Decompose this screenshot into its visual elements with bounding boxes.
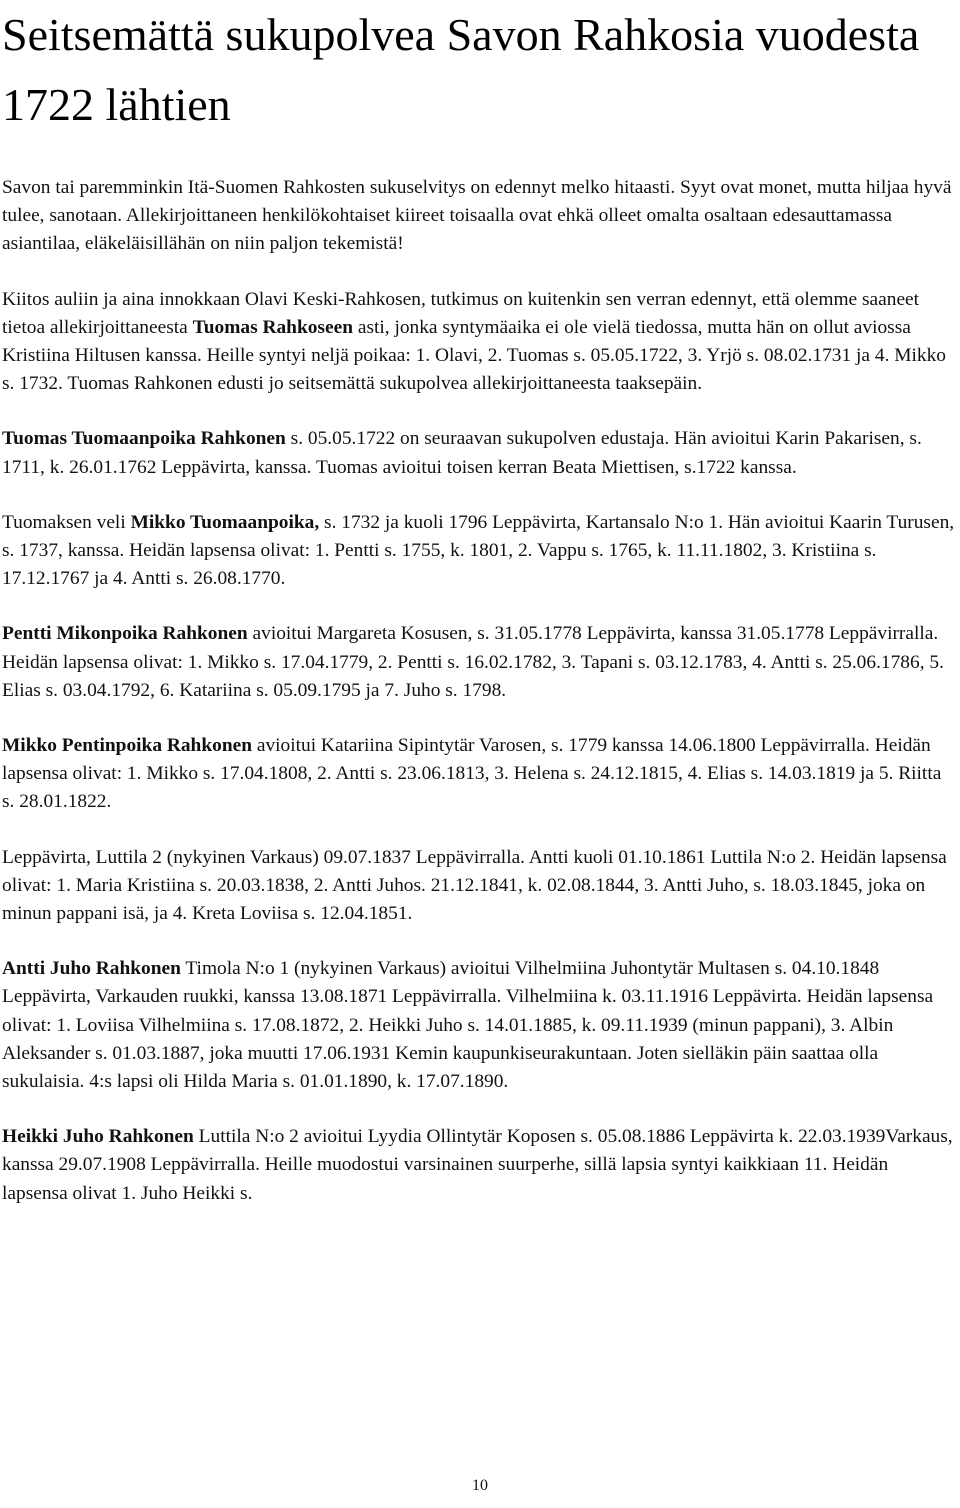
- text-run: Kiitos auliin ja aina innokkaan Olavi Keski-Rahkosen, tutkimus on kuitenkin sen verran edennyt, että olemme saaneet tietoa allekirjoittaneesta: [2, 288, 920, 338]
- text-run: s. 05.05.1722 on seuraavan sukupolven edustaja. Hän avioitui Karin Pakarisen, s. 1711, k. 26.01.1762 Leppävirta, kanssa. Tuomas avioitui toisen kerran Beata Miettisen, s.1722 kanssa.: [2, 428, 922, 478]
- page-number: 10: [472, 1477, 488, 1494]
- paragraph: [2, 174, 957, 259]
- person-name: Mikko Tuomaanpoika,: [130, 511, 320, 533]
- text-run: Timola N:o 1 (nykyinen Varkaus) avioitui Vilhelmiina Juhontytär Multasen s. 04.10.1848 Leppävirta, Varkauden ruukki, kanssa 13.08.1871 Leppävirralla. Vilhelmiina k. 03.11.1916 Leppävirta. Heidän lapsensa olivat: 1. Loviisa Vilhelmiina s. 17.08.1872, 2. Heikki Juho s. 14.01.1885, k. 09.11.1939 (minun pappani), 3. Albin Aleksander s. 01.03.1887, joka muutti 17.06.1931 Kemin kaupunkiseurakuntaan. Joten sielläkin päin saattaa olla sukulaisia. 4:s lapsi oli Hilda Maria s. 01.01.1890, k. 17.07.1890.: [2, 958, 934, 1093]
- body-text: [2, 174, 957, 1235]
- person-name: Heikki Juho Rahkonen: [2, 1126, 194, 1148]
- text-run: Luttila N:o 2 avioitui Lyydia Ollintytär Koposen s. 05.08.1886 Leppävirta k. 22.03.1939Varkaus, kanssa 29.07.1908 Leppävirralla. Heille muodostui varsinainen suurperhe, sillä lapsia syntyi kaikkiaan 11. Heidän lapsensa olivat 1. Juho Heikki s.: [2, 1126, 953, 1204]
- text-run: asti, jonka syntymäaika ei ole vielä tiedossa, mutta hän on ollut aviossa Kristiina Hiltusen kanssa. Heille syntyi neljä poikaa: 1. Olavi, 2. Tuomas s. 05.05.1722, 3. Yrjö s. 08.02.1731 ja 4. Mikko s. 1732. Tuomas Rahkonen edusti jo seitsemättä sukupolvea allekirjoittaneesta taaksepäin.: [2, 316, 946, 395]
- paragraph: [2, 620, 957, 705]
- paragraph: [2, 955, 957, 1096]
- person-name: Tuomas Tuomaanpoika Rahkonen: [2, 428, 286, 450]
- paragraph: [2, 732, 957, 817]
- paragraph: [2, 1123, 957, 1208]
- text-run: s. 1732 ja kuoli 1796 Leppävirta, Kartansalo N:o 1. Hän avioitui Kaarin Turusen, s. 1737, kanssa. Heidän lapsensa olivat: 1. Pentti s. 1755, k. 1801, 2. Vappu s. 1765, k. 11.11.1802, 3. Kristiina s. 17.12.1767 ja 4. Antti s. 26.08.1770.: [2, 511, 955, 590]
- page-title: Seitsemättä sukupolvea Savon Rahkosia vuodesta 1722 lähtien: [2, 9, 920, 130]
- text-run: Savon tai paremminkin Itä-Suomen Rahkosten sukuselvitys on edennyt melko hitaasti. Syyt ovat monet, mutta hiljaa hyvä tulee, sanotaan. Allekirjoittaneen henkilökohtaiset kiireet toisaalla ovat ehkä olleet omalta osaltaan edesauttamassa asiantilaa, eläkeläisillähän on niin paljon tekemistä!: [2, 177, 952, 255]
- text-run: Tuomaksen veli: [2, 511, 131, 533]
- text-run: avioitui Katariina Sipintytär Varosen, s. 1779 kanssa 14.06.1800 Leppävirralla. Heidän lapsensa olivat: 1. Mikko s. 17.04.1808, 2. Antti s. 23.06.1813, 3. Helena s. 24.12.1815, 4. Elias s. 14.03.1819 ja 5. Riitta s. 28.01.1822.: [2, 735, 942, 813]
- person-name: Tuomas Rahkoseen: [192, 316, 353, 338]
- text-run: avioitui Margareta Kosusen, s. 31.05.1778 Leppävirta, kanssa 31.05.1778 Leppävirralla. Heidän lapsensa olivat: 1. Mikko s. 17.04.1779, 2. Pentti s. 16.02.1782, 3. Tapani s. 03.12.1783, 4. Antti s. 25.06.1786, 5. Elias s. 03.04.1792, 6. Katariina s. 05.09.1795 ja 7. Juho s. 1798.: [2, 623, 944, 701]
- paragraph: [2, 844, 957, 929]
- paragraph: [2, 509, 957, 594]
- person-name: Pentti Mikonpoika Rahkonen: [2, 623, 248, 645]
- text-run: Leppävirta, Luttila 2 (nykyinen Varkaus) 09.07.1837 Leppävirralla. Antti kuoli 01.10.1861 Luttila N:o 2. Heidän lapsensa olivat: 1. Maria Kristiina s. 20.03.1838, 2. Antti Juhos. 21.12.1841, k. 02.08.1844, 3. Antti Juho, s. 18.03.1845, joka on minun pappani isä, ja 4. Kreta Loviisa s. 12.04.1851.: [2, 846, 947, 925]
- paragraph: [2, 425, 957, 481]
- paragraph: [2, 286, 957, 399]
- person-name: Antti Juho Rahkonen: [2, 958, 181, 980]
- person-name: Mikko Pentinpoika Rahkonen: [2, 735, 252, 757]
